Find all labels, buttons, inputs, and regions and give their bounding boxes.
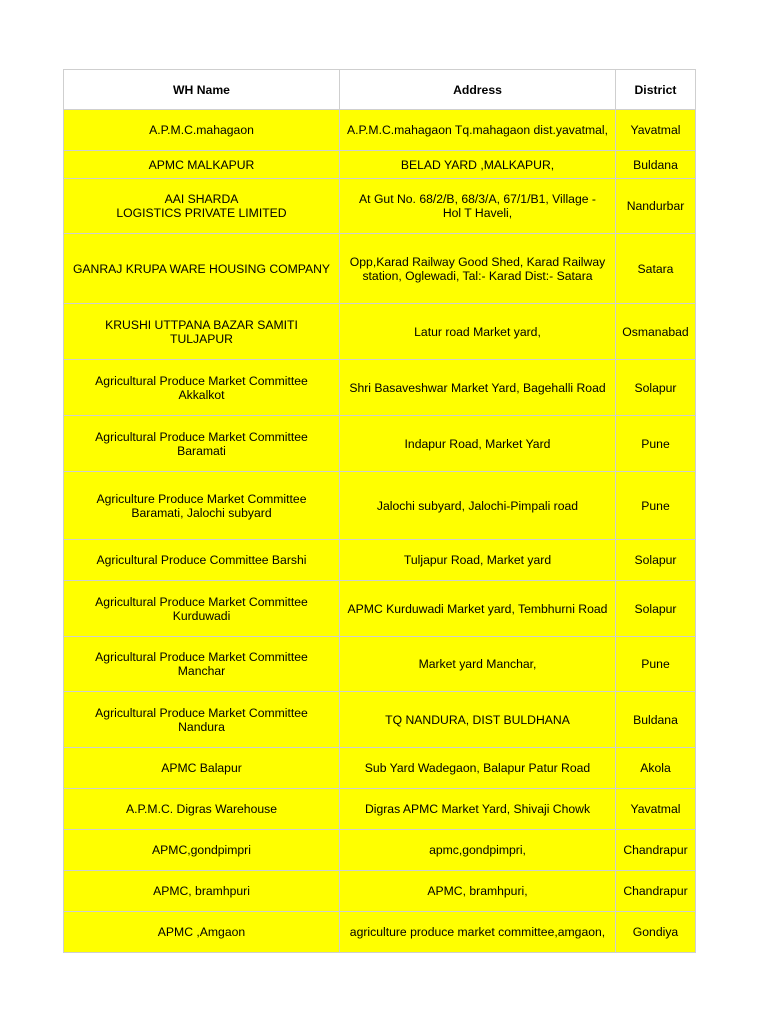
header-row [64,70,696,110]
cell-district: Yavatmal [616,789,696,830]
table-row [64,581,696,637]
cell-address: Latur road Market yard, [340,304,616,360]
cell-wh-name: Agriculture Produce Market Committee Baramati, Jalochi subyard [64,472,340,540]
table-row [64,637,696,692]
cell-wh-name: Agricultural Produce Market Committee Akkalkot [64,360,340,416]
cell-district: Buldana [616,692,696,748]
cell-district: Pune [616,472,696,540]
cell-address: APMC Kurduwadi Market yard, Tembhurni Road [340,581,616,637]
cell-address: A.P.M.C.mahagaon Tq.mahagaon dist.yavatmal, [340,110,616,151]
table-row [64,789,696,830]
cell-district: Osmanabad [616,304,696,360]
cell-district: Satara [616,234,696,304]
cell-address: Sub Yard Wadegaon, Balapur Patur Road [340,748,616,789]
cell-address: Indapur Road, Market Yard [340,416,616,472]
cell-district: Pune [616,416,696,472]
table-row [64,748,696,789]
table-row [64,540,696,581]
cell-district: Solapur [616,581,696,637]
cell-district: Solapur [616,540,696,581]
cell-district: Chandrapur [616,830,696,871]
cell-district: Pune [616,637,696,692]
cell-district: Solapur [616,360,696,416]
cell-wh-name: A.P.M.C.mahagaon [64,110,340,151]
cell-wh-name: APMC MALKAPUR [64,151,340,179]
table-row [64,179,696,234]
cell-district: Chandrapur [616,871,696,912]
cell-wh-name: APMC Balapur [64,748,340,789]
cell-wh-name: APMC ,Amgaon [64,912,340,953]
table-row [64,871,696,912]
table-row [64,360,696,416]
cell-district: Akola [616,748,696,789]
cell-address: APMC, bramhpuri, [340,871,616,912]
table-row [64,912,696,953]
table-row [64,234,696,304]
cell-wh-name: APMC,gondpimpri [64,830,340,871]
header-wh-name: WH Name [64,70,340,110]
table-row [64,830,696,871]
cell-address: BELAD YARD ,MALKAPUR, [340,151,616,179]
cell-wh-name: Agricultural Produce Market Committee Manchar [64,637,340,692]
table-row [64,692,696,748]
cell-wh-name: APMC, bramhpuri [64,871,340,912]
table-header [64,70,696,110]
cell-district: Yavatmal [616,110,696,151]
warehouse-table [63,69,696,953]
table-row [64,472,696,540]
cell-wh-name: Agricultural Produce Market Committee Nandura [64,692,340,748]
cell-address: Digras APMC Market Yard, Shivaji Chowk [340,789,616,830]
cell-district: Buldana [616,151,696,179]
cell-address: Shri Basaveshwar Market Yard, Bagehalli Road [340,360,616,416]
cell-address: Market yard Manchar, [340,637,616,692]
cell-wh-name: Agricultural Produce Committee Barshi [64,540,340,581]
cell-address: At Gut No. 68/2/B, 68/3/A, 67/1/B1, Village - Hol T Haveli, [340,179,616,234]
cell-address: Tuljapur Road, Market yard [340,540,616,581]
header-address: Address [340,70,616,110]
cell-address: Jalochi subyard, Jalochi-Pimpali road [340,472,616,540]
cell-address: TQ NANDURA, DIST BULDHANA [340,692,616,748]
cell-wh-name: KRUSHI UTTPANA BAZAR SAMITI TULJAPUR [64,304,340,360]
header-district: District [616,70,696,110]
cell-wh-name: Agricultural Produce Market Committee Baramati [64,416,340,472]
cell-address: Opp,Karad Railway Good Shed, Karad Railway station, Oglewadi, Tal:- Karad Dist:- Satara [340,234,616,304]
cell-district: Gondiya [616,912,696,953]
cell-wh-name: A.P.M.C. Digras Warehouse [64,789,340,830]
cell-wh-name: GANRAJ KRUPA WARE HOUSING COMPANY [64,234,340,304]
table-row [64,416,696,472]
cell-address: agriculture produce market committee,amgaon, [340,912,616,953]
cell-wh-name: Agricultural Produce Market Committee Kurduwadi [64,581,340,637]
cell-address: apmc,gondpimpri, [340,830,616,871]
table-row [64,110,696,151]
table-row [64,304,696,360]
cell-district: Nandurbar [616,179,696,234]
table-row [64,151,696,179]
table-body [64,110,696,953]
cell-wh-name: AAI SHARDA LOGISTICS PRIVATE LIMITED [64,179,340,234]
